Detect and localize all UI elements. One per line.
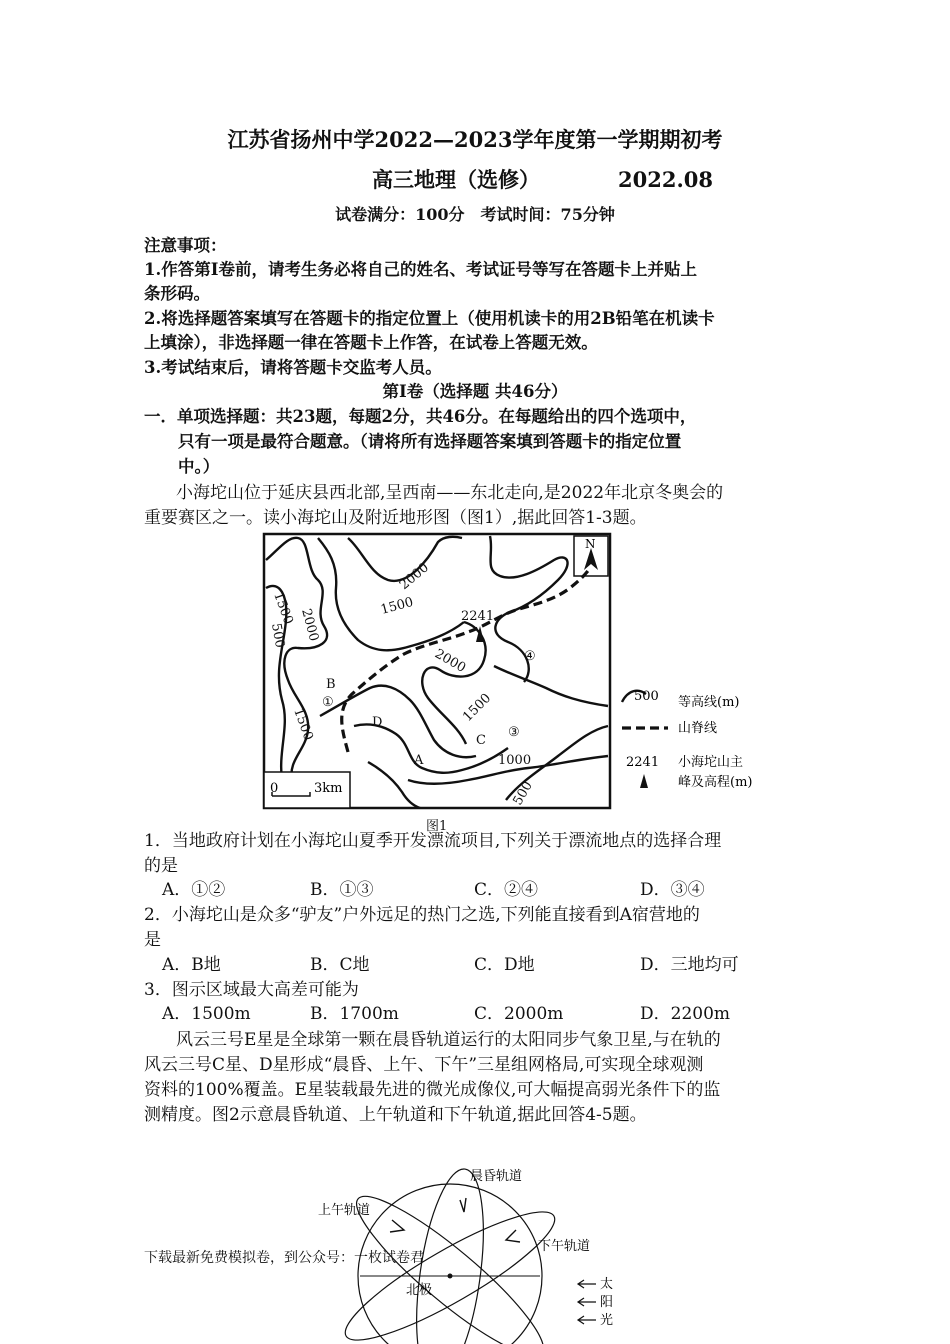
afternoon-orbit-arrow	[506, 1230, 520, 1242]
scale-zero-label: 0	[270, 781, 279, 796]
note-1-line1: 1.作答第Ⅰ卷前，请考生务必将自己的姓名、考试证号等写在答题卡上并贴上	[144, 260, 697, 279]
contour-label: 2000	[396, 560, 432, 594]
passage2-line1: 风云三号E星是全球第一颗在晨昏轨道运行的太阳同步气象卫星,与在轨的	[176, 1030, 721, 1050]
peak-value-label: 2241	[461, 609, 495, 624]
q2-option-c[interactable]: C．D地	[474, 955, 535, 975]
contour-label: 1500	[460, 690, 495, 725]
figure1-legend	[620, 680, 770, 800]
note-2-line2: 上填涂），非选择题一律在答题卡上作答，在试卷上答题无效。	[144, 333, 598, 352]
legend-peak-text-1: 小海坨山主	[678, 755, 744, 770]
marker-4-label: ④	[524, 649, 536, 664]
morning-orbit-arrow	[390, 1220, 404, 1232]
north-label: N	[585, 537, 596, 551]
contour-label: 2000	[298, 607, 322, 644]
question-3-line1: 3．图示区域最大高差可能为	[144, 980, 359, 1000]
subject-name: 高三地理（选修）	[372, 167, 540, 192]
download-watermark: 下载最新免费模拟卷，到公众号：一枚试卷君	[144, 1250, 424, 1266]
marker-1-label: ①	[322, 695, 334, 710]
passage2-line2: 风云三号C星、D星形成“晨昏、上午、下午”三星组网格局,可实现全球观测	[144, 1055, 704, 1075]
contour-label: 2000	[432, 646, 469, 677]
question-2-line1: 2．小海坨山是众多“驴友”户外远足的热门之选,下列能直接看到A宿营地的	[144, 905, 700, 925]
passage1-line2: 重要赛区之一。读小海坨山及附近地形图（图1）,据此回答1-3题。	[144, 508, 647, 528]
contour-label: 1500	[290, 706, 316, 743]
contour-label: 500	[510, 778, 536, 808]
marker-3-label: ③	[508, 725, 520, 740]
q1-option-c[interactable]: C．②④	[474, 880, 539, 900]
point-B-label: B	[326, 677, 336, 692]
dawn-orbit-label: 晨昏轨道	[470, 1169, 523, 1184]
sunlight-label-3: 光	[600, 1313, 614, 1328]
q3-option-a[interactable]: A．1500m	[162, 1004, 251, 1024]
note-2-line1: 2.将选择题答案填写在答题卡的指定位置上（使用机读卡的用2B铅笔在机读卡	[144, 309, 715, 328]
question-1-line2: 的是	[144, 856, 178, 876]
contour-label: 1500	[270, 590, 296, 627]
sunlight-label-1: 太	[600, 1277, 614, 1292]
q1-option-b[interactable]: B．①③	[310, 880, 374, 900]
q3-option-b[interactable]: B．1700m	[310, 1004, 399, 1024]
north-pole-dot	[448, 1274, 453, 1279]
figure1-caption: 图1	[426, 819, 448, 834]
legend-peak-value: 2241	[626, 755, 660, 770]
legend-ridge-text: 山脊线	[678, 721, 718, 736]
north-pole-label: 北极	[406, 1283, 433, 1298]
sunlight-arrows	[578, 1280, 596, 1324]
contour-label: 1000	[498, 753, 532, 768]
notes-heading: 注意事项：	[144, 236, 227, 255]
section-instruction-line3: 中。）	[178, 457, 220, 476]
section-instruction-line2: 只有一项是最符合题意。（请将所有选择题答案填到答题卡的指定位置	[178, 432, 682, 451]
q2-option-d[interactable]: D．三地均可	[640, 955, 739, 975]
q3-option-d[interactable]: D．2200m	[640, 1004, 731, 1024]
legend-peak-icon	[640, 774, 648, 788]
exam-title: 江苏省扬州中学2022—2023学年度第一学期期初考	[227, 127, 723, 152]
q1-option-a[interactable]: A．①②	[162, 880, 226, 900]
dawn-orbit-arrow	[460, 1198, 466, 1212]
exam-date: 2022.08	[618, 167, 713, 192]
section-title: 第Ⅰ卷（选择题 共46分）	[382, 382, 568, 401]
point-A-label: A	[414, 753, 424, 768]
passage2-line3: 资料的100%覆盖。E星装载最先进的微光成像仪,可大幅提高弱光条件下的监	[144, 1080, 721, 1100]
figure1-topo-map	[258, 530, 618, 812]
q2-option-b[interactable]: B．C地	[310, 955, 370, 975]
section-instruction-line1: 一．单项选择题：共23题，每题2分，共46分。在每题给出的四个选项中，	[144, 407, 697, 426]
q2-option-a[interactable]: A．B地	[162, 955, 221, 975]
q3-option-c[interactable]: C．2000m	[474, 1004, 564, 1024]
q1-option-d[interactable]: D．③④	[640, 880, 705, 900]
question-1-line1: 1．当地政府计划在小海坨山夏季开发漂流项目,下列关于漂流地点的选择合理	[144, 831, 722, 851]
contour-label: 1500	[379, 594, 416, 618]
passage2-line4: 测精度。图2示意晨昏轨道、上午轨道和下午轨道,据此回答4-5题。	[144, 1105, 647, 1125]
note-3: 3.考试结束后，请将答题卡交监考人员。	[144, 358, 442, 377]
legend-contour-text: 等高线(m)	[678, 695, 740, 710]
passage1-line1: 小海坨山位于延庆县西北部,呈西南——东北走向,是2022年北京冬奥会的	[176, 483, 724, 503]
scale-length-label: 3km	[314, 781, 343, 796]
afternoon-orbit-label: 下午轨道	[538, 1239, 591, 1254]
contour-label: 500	[268, 622, 288, 650]
legend-peak-text-2: 峰及高程(m)	[678, 775, 753, 790]
note-1-line2: 条形码。	[144, 284, 210, 303]
point-D-label: D	[372, 715, 383, 730]
question-2-line2: 是	[144, 930, 161, 950]
exam-subtitle	[372, 164, 713, 194]
point-C-label: C	[476, 733, 486, 748]
morning-orbit-label: 上午轨道	[318, 1203, 371, 1218]
map-frame	[264, 534, 610, 808]
legend-contour-sample: 500	[634, 689, 659, 704]
sunlight-label-2: 阳	[600, 1295, 614, 1310]
exam-info: 试卷满分：100分 考试时间：75分钟	[335, 205, 615, 224]
